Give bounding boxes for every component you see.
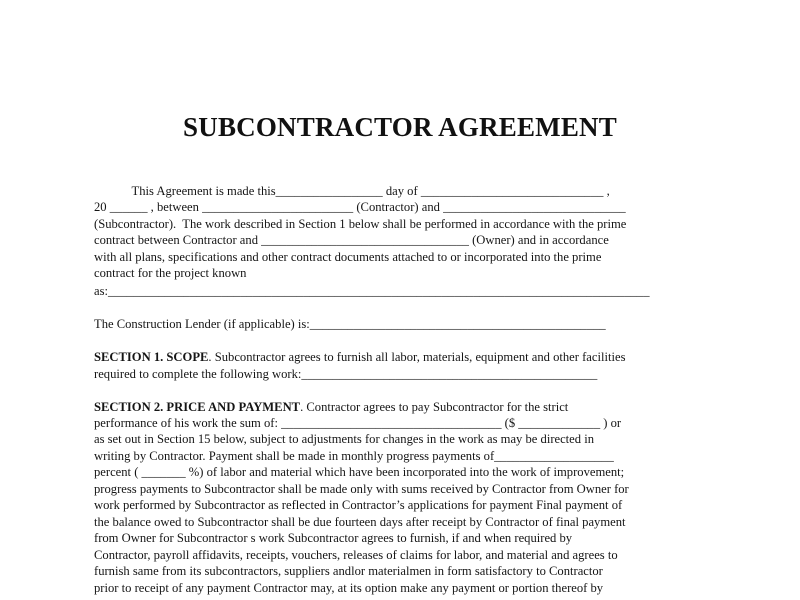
section-2-line-7: work performed by Subcontractor as reflected in Contractor’s applications for payment Final payment of bbox=[94, 498, 623, 512]
section-2-line-5: percent ( _______ %) of labor and material which have been incorporated into the work of improvement; bbox=[94, 465, 625, 479]
section-2-line-10: Contractor, payroll affidavits, receipts, vouchers, releases of claims for labor, and material and agrees to bbox=[94, 548, 618, 562]
section-2-line-11: furnish same from its subcontractors, suppliers andlor materialmen in form satisfactory to Contractor bbox=[94, 564, 603, 578]
intro-line-3: (Subcontractor). The work described in Section 1 below shall be performed in accordance with the prime bbox=[94, 217, 627, 231]
construction-lender-line: The Construction Lender (if applicable) is:_______________________________________________ bbox=[94, 317, 606, 331]
intro-line-5: with all plans, specifications and other contract documents attached to or incorporated into the prime bbox=[94, 250, 602, 264]
intro-line-7: as:______________________________________________________________________________________ bbox=[94, 284, 650, 298]
section-1-line-1 bbox=[94, 349, 625, 365]
section-2-heading: SECTION 2. PRICE AND PAYMENT bbox=[94, 400, 301, 414]
section-2-line-3: as set out in Section 15 below, subject to adjustments for changes in the work as may be directed in bbox=[94, 432, 595, 446]
section-2-text: . Contractor agrees to pay Subcontractor for the strict bbox=[300, 400, 569, 414]
section-2-line-2: performance of his work the sum of: ___________________________________ ($ _____________ ) or bbox=[94, 416, 622, 430]
section-1-line-2: required to complete the following work:_______________________________________________ bbox=[94, 367, 598, 381]
section-2-line-9: from Owner for Subcontractor s work Subcontractor agrees to furnish, if and when required by bbox=[94, 531, 573, 545]
intro-line-4: contract between Contractor and _________________________________ (Owner) and in accordance bbox=[94, 233, 609, 247]
intro-line-1: This Agreement is made this_________________ day of _____________________________ , bbox=[94, 184, 610, 198]
section-2-line-1 bbox=[94, 399, 568, 415]
intro-line-2: 20 ______ , between ________________________ (Contractor) and _____________________________ bbox=[94, 200, 626, 214]
document-title: SUBCONTRACTOR AGREEMENT bbox=[183, 112, 617, 142]
section-2-line-4: writing by Contractor. Payment shall be made in monthly progress payments of___________________ bbox=[94, 449, 614, 463]
section-2-line-6: progress payments to Subcontractor shall be made only with sums received by Contractor from Owner for bbox=[94, 482, 629, 496]
section-2-line-8: the balance owed to Subcontractor shall be due fourteen days after receipt by Contractor of final payment bbox=[94, 515, 626, 529]
section-2-line-12: prior to receipt of any payment Contractor may, at its option make any payment or portion thereof by bbox=[94, 581, 604, 595]
section-1-heading: SECTION 1. SCOPE bbox=[94, 350, 209, 364]
intro-line-6: contract for the project known bbox=[94, 266, 247, 280]
section-1-text: . Subcontractor agrees to furnish all labor, materials, equipment and other facilities bbox=[208, 350, 626, 364]
